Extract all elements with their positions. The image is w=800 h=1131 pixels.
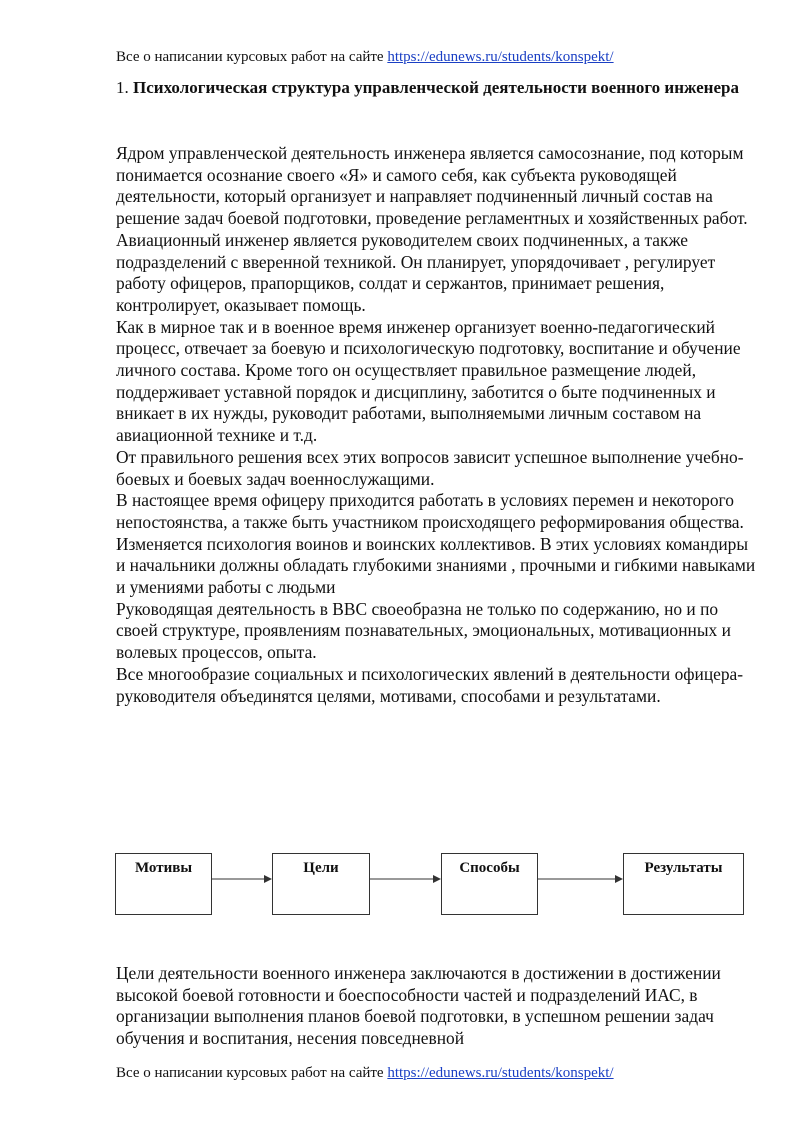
diagram-box-motives: [115, 853, 212, 915]
section-number: 1.: [116, 78, 129, 97]
footer-text: Все о написании курсовых работ на сайте: [116, 1065, 384, 1081]
header-text: Все о написании курсовых работ на сайте: [116, 49, 384, 65]
section-title: Психологическая структура управленческой деятельности военного инженера: [133, 78, 739, 97]
paragraph: В настоящее время офицеру приходится работать в условиях перемен и некоторого непостоянства, а также быть участником происходящего реформирования общества.: [116, 490, 744, 532]
paragraph: Ядром управленческой деятельность инженера является самосознание, под которым понимается осознание своего «Я» и самого себя, как субъекта руководящей деятельности, который организует и направляет подчиненный личный состав на решение задач боевой подготовки, проведение регламентных и хозяйственных работ.: [116, 143, 748, 229]
diagram-box-methods: [441, 853, 538, 915]
header-link[interactable]: https://edunews.ru/students/konspekt/: [387, 49, 614, 65]
paragraph: Изменяется психология воинов и воинских коллективов. В этих условиях командиры и начальники должны обладать глубокими знаниями , прочными и гибкими навыками и умениями работы с людьми: [116, 533, 756, 598]
paragraph: От правильного решения всех этих вопросов зависит успешное выполнение учебно-боевых и боевых задач военнослужащими.: [116, 446, 744, 489]
paragraph: Как в мирное так и в военное время инженер организует военно-педагогический процесс, отвечает за боевую и психологическую подготовку, воспитание и обучение личного состава. Кроме того он осуществляет правильное размещение людей, поддерживает уставной порядок и дисциплину, заботится о быте подчиненных и вникает в их нужды, руководит работами, выполняемыми личным составом на авиационной технике и т.д.: [116, 316, 741, 446]
paragraph: Авиационный инженер является руководителем своих подчиненных, а также подразделений с вверенной техникой. Он планирует, упорядочивает , регулирует работу офицеров, прапорщиков, солдат и сержантов, принимает решения, контролирует, оказывает помощь.: [116, 229, 716, 315]
diagram-box-goals: [272, 853, 370, 915]
section-heading: [116, 77, 743, 98]
page-footer: [116, 1064, 614, 1082]
paragraph: Цели деятельности военного инженера заключаются в достижении в достижении высокой боевой готовности и боеспособности частей и подразделений ИАС, в организации выполнения планов боевой подготовки, в успешном решении задач обучения и воспитания, несения повседневной: [116, 963, 721, 1049]
paragraph: Все многообразие социальных и психологических явлений в деятельности офицера-руководителя объединятся целями, мотивами, способами и результатами.: [116, 663, 744, 706]
box-label: Способы: [459, 860, 520, 876]
body-text: [116, 143, 756, 707]
box-label: Результаты: [644, 860, 723, 876]
paragraph: Руководящая деятельность в ВВС своеобразна не только по содержанию, но и по своей структуре, проявлениям познавательных, эмоциональных, мотивационных и волевых процессов, опыта.: [116, 598, 731, 663]
bottom-text: [116, 963, 756, 1050]
footer-link[interactable]: https://edunews.ru/students/konspekt/: [387, 1065, 614, 1081]
box-label: Мотивы: [134, 860, 193, 876]
page-header: [116, 48, 614, 66]
diagram-box-results: [623, 853, 744, 915]
box-label: Цели: [303, 860, 339, 876]
